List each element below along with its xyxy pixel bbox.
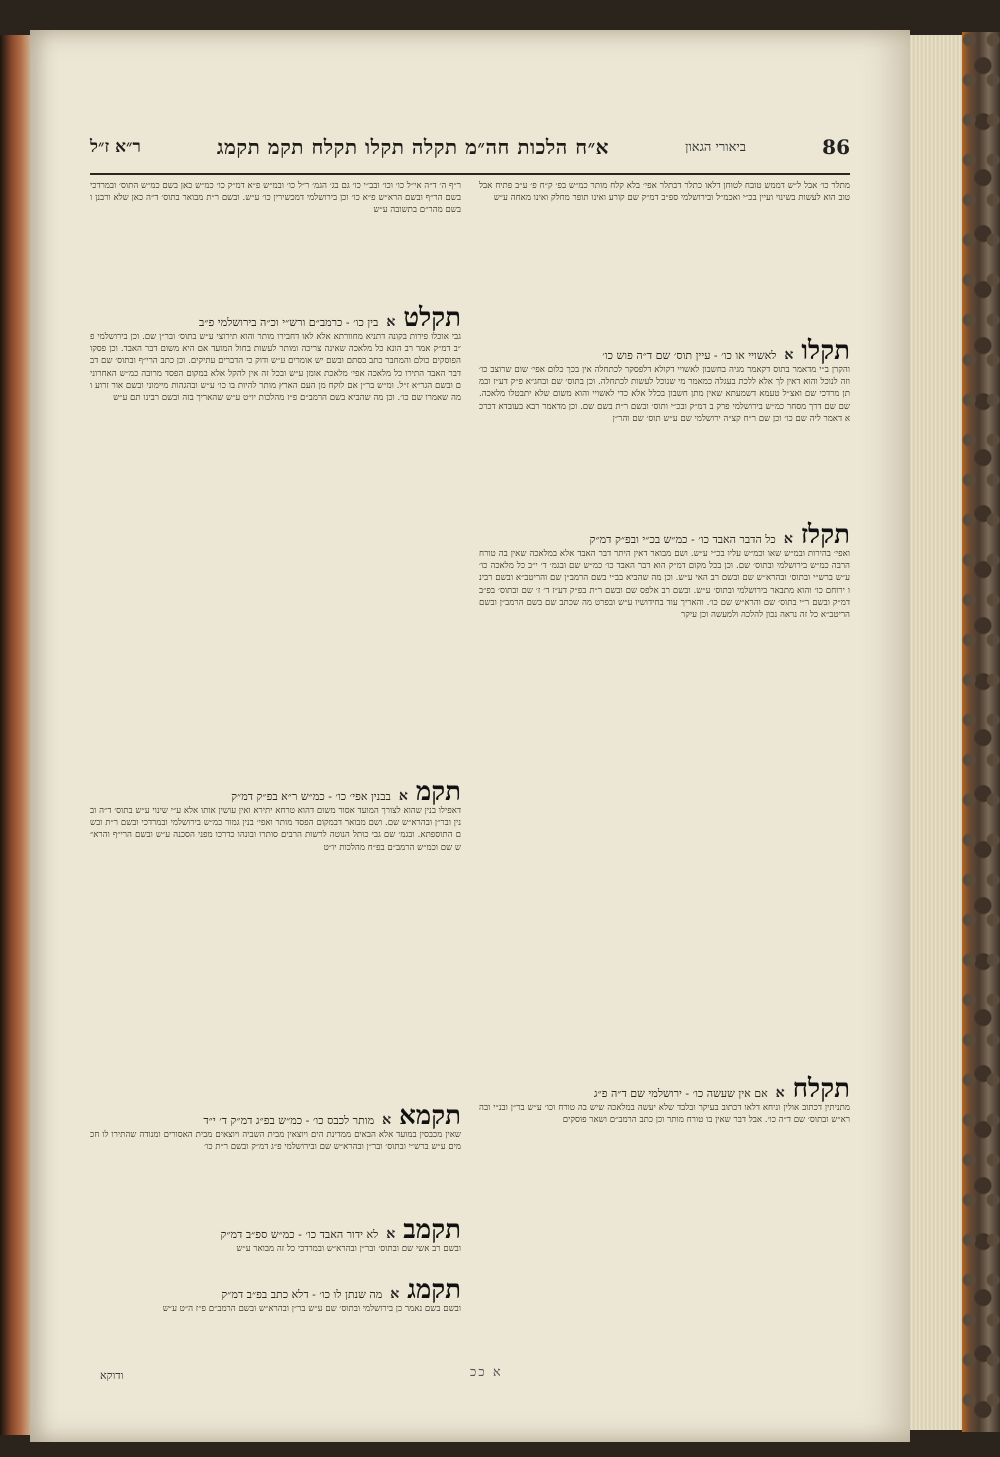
seif-letter: א: [398, 788, 408, 804]
seif-letter: א: [390, 1286, 400, 1302]
catchword: ודוקא: [100, 1369, 124, 1382]
paragraph: מתלר כו׳ אבל ל״ש דממש טובח לטוחן דלאו כתלר דכתלר אפי׳ בלא קלח מותר כמ״ש בפ׳ ק״ח פ׳ ע״ב פתיח אבל טוב הוא לעשות בשינוי ועיין בכ״י ואכמ״ל ובירושלמי ספ״ב דמ״ק שם קורע ואינו תופר מחלק ואינו מאחה ע״ש: [479, 181, 850, 204]
paragraph: ר״ף ה׳ ד״ה אי״ל כו׳ וכו׳ ובב״י כו׳ גם בג׳ הגמ׳ ר״ל כו׳ ובמ״ש פ״א דמ״ק כו׳ כמ״ש כאן בשם כמ״ש התוס׳ ובמרדכי בשם הר״ף ובשם הרא״ש פ״א כו׳ וכן בירושלמי דמכשירין כו׳ ע״ש. ובשם ר״ת מבואר בתוס׳ ד״ה כאן שלא ורבנן ובשם מהר״ם בתשובה ע״ש: [90, 181, 461, 216]
paragraph: דאפילו בנין שהוא לצורך המועד אסור משום דהוא טרחא יתירא ואין עושין אותו אלא ע״י שינוי ע״ש בתוס׳ ד״ה ובנין ובר״ן ובהרא״ש שם. ושם מבואר דבמקום הפסד מותר ואפי׳ בנין גמור כמ״ש בירושלמי ובמרדכי ובשם ר״ת ובשם התוספתא. ובגמ׳ שם גבי כותל הנוטה לרשות הרבים סותרו ובונהו כדרכו מפני הסכנה ע״ש ובשם הרי״ף והרא״ש שם וכמ״ש הרמב״ם בפ״ח מהלכות יו״ט: [90, 806, 461, 853]
section-title: ביאורי הגאון: [685, 140, 747, 155]
page-fore-edge: [904, 35, 966, 1430]
seif-letter: א: [382, 1112, 392, 1128]
entry-lead: לא ידור האבד כו׳ - כמ״ש ספ״ב דמ״ק: [220, 1228, 379, 1241]
siman-entry: [479, 338, 850, 514]
entry-lead: מה שנתן לו כו׳ - דלא כתב בפ״ב דמ״ק: [221, 1288, 383, 1301]
paragraph: ואפי׳ בהירות ובמ״ש שאו וכמ״ש עליו בכ״י ע״ש. ושם מבואר דאין היתר דבר האבד אלא במלאכה שאין בה טורח הרבה כמ״ש בירושלמי ובתוס׳ שם. וכן בכל מקום דמ״ק הוא דבר האבד כו׳ כמ״ש שם ובגמ׳ ד׳ י״ב כל מלאכה כו׳ ע״ש ברש״י ובתוס׳ ובהרא״ש שם ובשם רב האי ע״ש. וכן מה שהביא בב״י בשם הרמב״ן שם והריטב״א ובשם רבינו ירוחם כו׳ והוא מתבאר בירושלמי ובתוס׳ ע״ש. ובשם רב אלפס שם ובשם ר״ת בפ״ק דע״ז ד׳ ז׳ שם ובתוס׳ בפ״ב דמ״ק ובשם ר״י בתוס׳ שם והרא״ש שם כו׳. והאריך עוד בחידושיו ע״ש ובפרט מה שכתב שם בשם הרמב״ן ובשם הריטב״א כל זה נראה נכון להלכה ולמעשה וכן עיקר: [479, 549, 850, 621]
text-columns: [90, 180, 850, 1360]
paragraph: ובשם בשם נאמר כן בירושלמי ובתוס׳ שם ע״ש בר״ן ובהרא״ש ובשם הרמב״ם פ״ז ה״ט ע״ש: [162, 1304, 461, 1314]
siman-label: תקמב: [403, 1215, 461, 1245]
right-column: [479, 180, 850, 1360]
seif-letter: א: [386, 1226, 396, 1242]
entry-lead: כל הדבר האבד כו׳ - כמ״ש בכ״י ובפ״ק דמ״ק: [589, 533, 776, 546]
siman-entry: [90, 1277, 461, 1329]
siman-label: תקלו: [801, 336, 850, 366]
paragraph: גבי אוכלו פירות בקונה דתניא מחוורתא אלא לאו דחבירו מותר והוא תירוצי ע״ש בתוס׳ ובר״ן שם. וכן בירושלמי פ״ב דמ״ק אמר רב הונא כל מלאכה שאינה צריכה ומותר לעשות בחול המועד אם היא משום דבר האבד. וכן פסקו הפוסקים כולם והמחבר כתב בסתם ובשם יש אומרים ע״ש ודוק כי הדברים עתיקים. וכן כתב הרי״ף ובתוס׳ שם דבדבר האבד התירו כל מלאכה אפי׳ מלאכת אומן ע״ש ובכל זה אין להקל אלא במקום הפסד מרובה כמ״ש האחרונים ובשם הגר״א ז״ל. ומ״ש בר״ן אם לוקח מן העם הארץ מותר להיות בו כו׳ ע״ש ובהגהות מיימוני ובשם אור זרוע ומה שאמרו שם כו׳. וכן מה שהביא בשם הרמב״ם פ״ז מהלכות יו״ט ע״ש שהאריך בזה ובשם רבינו תם ע״ש: [90, 332, 461, 404]
signature-mark: א ככ: [470, 1365, 503, 1380]
entry-lead: אם אין שעשה כו׳ - ירושלמי שם ד״ה פ״ג: [593, 1087, 768, 1100]
book-page: [30, 30, 910, 1442]
paragraph: מתניתין דכתוב אולין וניחא דלאו דכתוב בעיקר ובלבד שלא יעשה במלאכה שיש בה טורח וכו׳ ע״ש בר״ן ובנ״י ובהרא״ש ובתוס׳ שם ד״ה כו׳. אבל דבר שאין בו טורח מותר וכן כתב הרמב״ם ושאר פוסקים: [479, 1103, 850, 1126]
running-head: א״ח הלכות חה״מ תקלה תקלו תקלח תקמ תקמג: [216, 134, 610, 159]
page-number: 86: [822, 135, 850, 159]
siman-label: תקלז: [800, 520, 850, 550]
siman-entry: [90, 1103, 461, 1209]
author-mark: ר״א ז״ל: [90, 137, 141, 157]
siman-entry: [90, 1217, 461, 1269]
entry-lead: בין כו׳ - כרמב״ם ורש״י וכ״ה בירושלמי פ״ב: [199, 316, 379, 329]
entry-lead: לאשויי או כו׳ - עיין תוס׳ שם ד״ה פוש כו׳: [602, 349, 777, 362]
siman-label: תקמ: [415, 777, 461, 807]
siman-entry: [479, 1076, 850, 1164]
seif-letter: א: [386, 314, 396, 330]
siman-label: תקמא: [399, 1101, 461, 1131]
siman-entry: [479, 522, 850, 1068]
seif-letter: א: [784, 347, 794, 363]
seif-letter: א: [775, 1085, 785, 1101]
page-header: [90, 125, 850, 175]
paragraph: והקרן ב״י מדאמר בתוס דקאמר מגיה בחשבון לאשויי דקולא דלפסקר לכתחלה אין בכך כלום אפי׳ שום שרוצב כו׳ וזה לנוכל והוא דאין לך אלא ללכת בעגלה כמאמר מי שנוכל לעשות לכתחלה. וכן בתוס׳ שם ובחג״א פ״ק דע״ז ובמתן מרדכי שם ואצ״ל טעמא דשמעתא שאין מתן חשבון בכלל אלא כדי לאשויי והוא משום שלא יתבטלו מלאכה. שם שם דרך מסחר כמ״ש בירושלמי פרק ב דמ״ק ובכ״י ותוס׳ ובשם ר״ת בשם שם. וכן מדאמר רבא בעובדא דכרכא דאמר ליה שם כו׳ וכן שם ר״ח קצ״ה ירושלמי שם ע״ש תוס׳ שם והר״ן: [479, 365, 850, 424]
left-binding-edge: [0, 35, 34, 1435]
siman-entry: [90, 305, 461, 771]
entry-lead: בבנין אפי׳ כו׳ - כמ״ש ר״א בפ״ק דמ״ק: [231, 790, 391, 803]
left-column: [90, 180, 461, 1360]
siman-label: תקלט: [403, 303, 461, 333]
entry-lead: מותר לכבס כו׳ - כמ״ש בפ״ג דמ״ק ד׳ י״ד: [203, 1114, 375, 1127]
paragraph: ובשם רב אשי שם ובתוס׳ ובר״ן ובהרא״ש ובמרדכי כל זה מבואר ע״ש: [236, 1244, 461, 1254]
paragraph: שאין מכבסין במועד אלא הבאים ממדינת הים ויוצאין מבית השביה ויוצאים מבית האסורים ומנודה שהתירו לו חכמים ע״ש ברש״י ובתוס׳ ובר״ן ובהרא״ש שם ובירושלמי פ״ג דמ״ק ובשם ר״ת כו׳: [90, 1130, 461, 1153]
siman-label: תקמג: [407, 1275, 461, 1305]
siman-label: תקלח: [792, 1074, 850, 1104]
seif-letter: א: [783, 531, 793, 547]
book-cover-edge: [962, 32, 1000, 1432]
siman-entry: [90, 779, 461, 1095]
